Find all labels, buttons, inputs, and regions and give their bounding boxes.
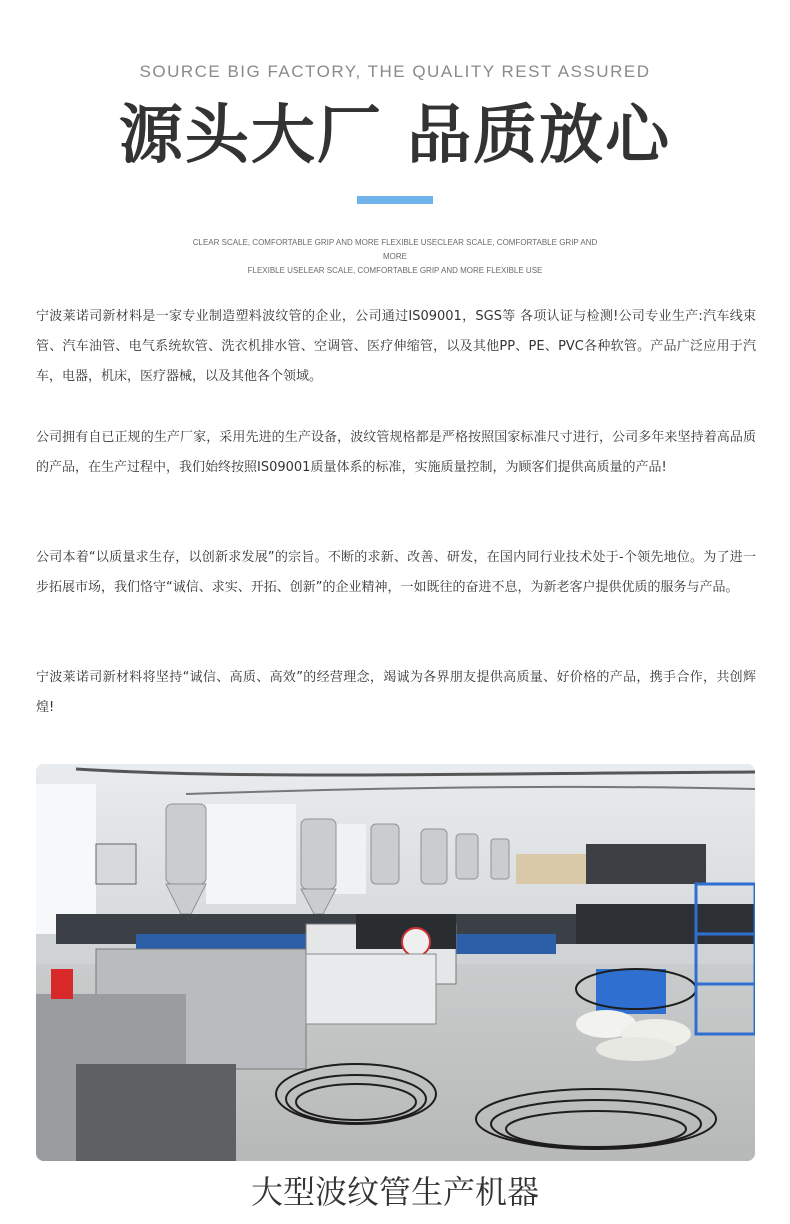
factory-photo [36, 764, 755, 1161]
photo-caption: 大型波纹管生产机器 [250, 1173, 539, 1211]
paragraph-text: 宁波莱诺司新材料将坚持“诚信、高质、高效”的经营理念，竭诚为各界朋友提供高质量、好价格的产品，携手合作，共创辉煌! [36, 670, 756, 715]
page-title: 源头大厂 品质放心 [118, 99, 672, 173]
tagline-line-2: FLEXIBLE USELEAR SCALE, COMFORTABLE GRIP AND MORE FLEXIBLE USE [247, 266, 543, 275]
subtitle-en: SOURCE BIG FACTORY, THE QUALITY REST ASSURED [139, 62, 651, 81]
paragraph-text: 公司拥有自已正规的生产厂家，采用先进的生产设备，波纹管规格都是严格按照国家标准尺寸进行，公司多年来坚持着高品质的产品，在生产过程中，我们始终按照IS09001质量体系的标准，实施质量控制，为顾客们提供高质量的产品! [36, 430, 756, 475]
paragraph-text: 公司本着“以质量求生存，以创新求发展”的宗旨。不断的求新、改善、研发，在国内同行业技术处于-个领先地位。为了进一步拓展市场，我们恪守“诚信、求实、开拓、创新”的企业精神，一如既往的奋进不息，为新老客户提供优质的服务与产品。 [36, 550, 756, 595]
tagline-line-1: CLEAR SCALE, COMFORTABLE GRIP AND MORE FLEXIBLE USECLEAR SCALE, COMFORTABLE GRIP AND MORE [192, 238, 598, 261]
factory-illustration [36, 764, 755, 1161]
paragraph-mission [36, 543, 756, 603]
paragraph-philosophy [36, 663, 756, 723]
paragraph-production [36, 423, 756, 483]
paragraph-text: 宁波莱诺司新材料是一家专业制造塑料波纹管的企业，公司通过IS09001，SGS等 各项认证与检测!公司专业生产:汽车线束管、汽车油管、电气系统软管、洗衣机排水管、空调管、医疗伸缩管，以及其他PP、PE、PVC各种软管。产品广泛应用于汽车，电器，机床，医疗器械，以及其他各个领域。 [36, 309, 756, 384]
tagline [185, 236, 605, 278]
paragraph-intro [36, 302, 756, 392]
accent-bar [357, 196, 433, 204]
